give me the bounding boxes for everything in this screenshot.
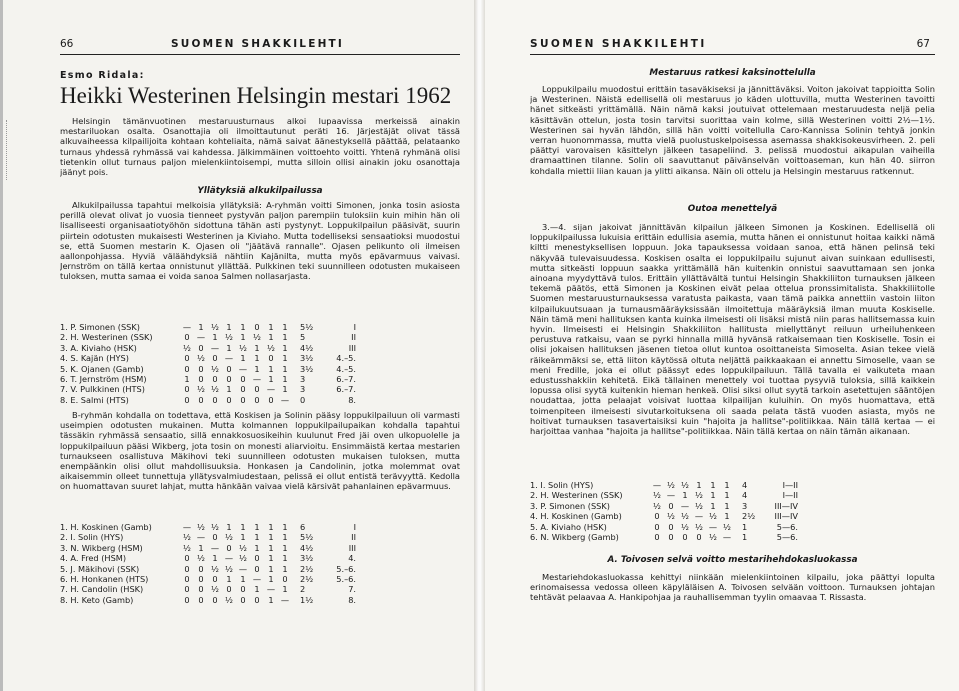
result-cell: 0 <box>254 594 260 605</box>
place-cell: 6.–7. <box>336 374 356 385</box>
player-name: 3. A. Kiviaho (HSK) <box>60 342 137 353</box>
place-cell: 5—6. <box>776 532 798 543</box>
result-cell: 1 <box>254 353 260 364</box>
player-name: 3. P. Simonen (SSK) <box>530 500 610 511</box>
result-cell: 0 <box>654 532 660 543</box>
result-cell: — <box>694 511 704 522</box>
result-cell: ½ <box>183 342 191 353</box>
result-cell: 1 <box>724 480 730 490</box>
result-cell: 1 <box>226 322 232 332</box>
result-cell: 1 <box>198 322 204 332</box>
result-cell: 0 <box>282 574 288 585</box>
result-cell: 1 <box>226 574 232 585</box>
result-cell: 1 <box>268 332 274 343</box>
result-cell: ½ <box>239 553 247 564</box>
total-cell: 1 <box>742 521 748 532</box>
result-cell: 1 <box>212 332 218 343</box>
result-cell: 0 <box>184 384 190 395</box>
result-cell: 1 <box>226 384 232 395</box>
margin-ticks <box>6 120 9 180</box>
player-name: 4. H. Koskinen (Gamb) <box>530 511 622 522</box>
author: Esmo Ridala: <box>60 70 145 81</box>
paragraph-a: Alkukilpailussa tapahtui melkoisia yllätyksiä: A-ryhmän voitti Simonen, jonka tosin asiosta perillä olevat olivat jo vuosia tienneet pystyvän paljon parempiin tuloksiin kuin mihin hän oli lisalliseesti organisaatiotyöhön sidottuna tähän asti pystynyt. Loppukilpailun pääsivät, suurin piirtein odotusten mukaisesti Westerinen ja Kiviaho. Mutta todelliseksi sensaatioksi muodostui se, että Suomen mestarin K. Ojasen oli "jäätävä rannalle". Ojasen pelikunto oli ilmeisen aallonpohjassa. Hyviä väläähdyksiä nähtiin Kajänilta, mutta myös epävarmuus vaivasi. Jernström on tällä kertaa onnistunut yllättää. Pulkkinen teki suunnilleen odotusten mukaiseen tuloksen, mutta samaa ei voida sanoa Salmen nollasarjasta. <box>60 200 460 282</box>
result-cell: 0 <box>198 342 204 353</box>
player-name: 5. J. Mäkihovi (SSK) <box>60 563 140 574</box>
table-row <box>528 490 800 500</box>
result-cell: ½ <box>225 332 233 343</box>
paragraph-b: B-ryhmän kohdalla on todettava, että Koskisen ja Solinin pääsy loppukilpailuun oli varmasti useimpien odotusten mukainen. Mutta kolmannen loppukilpailupaikan kohdalla tapahtui tässäkin ryhmässä sensaatio, sillä ennakkosuosikeihin kuulunut Fred jäi oven ulkopuolelle ja loppukilpailuun pääsi Wikberg, jota tosin on monesti aliarvioitu. Ensimmäistä kertaa mestarien turnaukseen osallistuva Mäkihovi teki suunnilleen odotusten mukaisen tuloksen, mutta enempäänkin olisi ollut mahdollisuuksia. Honkasen ja Candolinin, jotka molemmat ovat aikaisemmin olleet tunnettuja yllätysvalmiudestaan, pelissä ei ollut entistä terävyyttä. Kedolla on huomattavan suuret lahjat, mutta hänkään vaivaa vielä kärsivät pahanlainen epävarmuus. <box>60 410 460 492</box>
result-cell: ½ <box>695 490 703 501</box>
result-cell: 1 <box>268 322 274 332</box>
result-cell: 1 <box>282 363 288 374</box>
result-cell: — <box>680 500 690 511</box>
paragraph-c: Mestariehdokasluokassa kehittyi niinkään mielenkiintoinen kilpailu, joka päättyi lopulta erinomaisessa vedossa olleen käpyläläisen A. Toivosen selvään voittoon. Turnauksen johtajan tehtävät pelaavaa A. Hankipohjaa ja rauhallisemman tyylin omaavaa T. Rissasta. <box>530 572 935 603</box>
result-cell: ½ <box>211 363 219 374</box>
table-row <box>58 332 358 342</box>
player-name: 2. H. Westerinen (SSK) <box>530 490 623 501</box>
result-cell: 1 <box>268 374 274 385</box>
result-cell: ½ <box>681 511 689 522</box>
left-header <box>60 38 455 52</box>
result-cell: 1 <box>268 522 274 532</box>
result-cell: 1 <box>184 374 190 385</box>
result-cell: 0 <box>212 394 218 405</box>
result-cell: — <box>666 490 676 501</box>
page-edge-rule <box>0 0 3 691</box>
total-cell: 3 <box>742 500 748 511</box>
result-cell: 1 <box>710 500 716 511</box>
right-page <box>485 0 959 691</box>
player-name: 6. T. Jernström (HSM) <box>60 374 147 385</box>
result-cell: 0 <box>198 563 204 574</box>
result-cell: 0 <box>184 594 190 605</box>
result-cell: 0 <box>696 532 702 543</box>
place-cell: 7. <box>348 584 356 595</box>
table-row <box>58 343 358 353</box>
result-cell: 0 <box>198 374 204 385</box>
player-name: 5. K. Ojanen (Gamb) <box>60 363 144 374</box>
total-cell: 3½ <box>300 553 314 564</box>
result-cell: 0 <box>268 394 274 405</box>
result-cell: 0 <box>184 553 190 564</box>
result-cell: 0 <box>212 374 218 385</box>
result-cell: 0 <box>226 374 232 385</box>
result-cell: ½ <box>653 490 661 501</box>
result-cell: 1 <box>240 332 246 343</box>
place-cell: I <box>353 522 356 532</box>
result-cell: ½ <box>695 500 703 511</box>
table-row <box>58 543 358 553</box>
result-cell: 0 <box>198 574 204 585</box>
intro-paragraph: Helsingin tämänvuotinen mestaruusturnaus alkoi lupaavissa merkeissä ainakin mestariluokan osalta. Osanottajia oli ilmoittautunut peräti 16. Järjestäjät olivat tässä alkuvaiheessa kilpailijoita kohtaan kohteliaita, nämä saivat äänestyksellä päättää, pelataanko turnaus yhdessä ryhmässä vai kahdessa. Jälkimmäinen voittoehto voitti. Yhtenä ryhmänä olisi tietenkin ollut turnaus paljon mielenkiintoisempi, mutta silloin ollisi ainakin joku osanottaja jäänyt pois. <box>60 116 460 178</box>
result-cell: 0 <box>240 384 246 395</box>
total-cell: 2 <box>300 584 306 595</box>
table-row <box>58 595 358 605</box>
table-row <box>528 501 800 511</box>
result-cell: 0 <box>212 532 218 543</box>
result-cell: 0 <box>226 363 232 374</box>
result-cell: 1 <box>226 342 232 353</box>
result-cell: 0 <box>254 322 260 332</box>
header-rule <box>530 54 935 55</box>
result-cell: ½ <box>709 532 717 543</box>
result-cell: ½ <box>695 521 703 532</box>
player-name: 7. H. Candolin (HSK) <box>60 584 144 595</box>
result-cell: 1 <box>240 522 246 532</box>
player-name: 5. A. Kiviaho (HSK) <box>530 521 607 532</box>
table-row <box>58 532 358 542</box>
article-title: Heikki Westerinen Helsingin mestari 1962 <box>60 83 452 108</box>
result-cell: 0 <box>668 521 674 532</box>
crosstable-final <box>528 480 800 542</box>
result-cell: 1 <box>240 322 246 332</box>
result-cell: 1 <box>198 542 204 553</box>
result-cell: ½ <box>225 532 233 543</box>
table-row <box>58 395 358 405</box>
result-cell: — <box>280 394 290 405</box>
result-cell: 0 <box>254 394 260 405</box>
result-cell: 0 <box>212 574 218 585</box>
result-cell: ½ <box>211 584 219 595</box>
result-cell: 1 <box>240 574 246 585</box>
total-cell: 4 <box>742 490 748 501</box>
table-row <box>58 322 358 332</box>
table-row <box>528 522 800 532</box>
paragraph-b: 3.—4. sijan jakoivat jännittävän kilpailun jälkeen Simonen ja Koskinen. Edellisellä oli loppukilpailussa lukuisia erittäin edullisia asemia, mutta hänen ei onnistunut hoitaa kaikki nämä kiltti menestyksellisen loppuun. Joka tapauksessa voidaan sanoa, että hänen pelinsä teki näkyvää tulevaisuudessa. Koskisen osalta ei loppukilpailu sujunut aivan suinkaan edullisesti, mutta sitkeästi loppuun saakka yrittämällä hän kuitenkin onnistui saavuttamaan sen jonka ainoana myydyttävä tulos. Erittäin yllättävältä tuntui Helsingin Shakkiliiton turnauksen jälkeen tekemä päätös, että Simonen ja Koskinen eivät pelaa ottelua pronssimitalista. Shakkiliitolle Suomen mestaruusturnauksessa varatusta paikasta, vaan tämä paikka annettiin vastoin liiton kilpailukuutsuaan ja turnausmääräyksissään ilmoitettuja määräyksiä ilman muuta Koskiselle. Näin tämä meni hallituksen kanta kuinka ilmeisesti oli lisäksi mistä niin paras hallitsemassa kuin hyvin. Ilmeisesti ei Helsingin Shakkiliiton hallitusta miellyttänyt reiluun urheiluhenkeen perustuva ratkaisu, vaan se pyrki hinnalla millä hyvänsä ratkaisemaan tien Koskiselle. Tosin ei olisi jokaisen hallituksen jäsenen tietoa ollut kuntoa osoittaneista Simoselta. Asian tekee vielä räikeämmäksi se, että liiton käytössä oltuta neljättä paikkaakaan ei annettu Simoselle, vaan se meni Fredille, joka ei ollut päässyt edes loppukilpailuun. Tällä tavalla ei vaikuteta maan edustusshakkiin kehitetä. Eikä tällainen menettely voi tuottaa pysyviä tuloksia, sillä kaikkein lopussa olisi syytä kuitenkin hieman henkeä. Olisi siksi ollut syytä tarkoin asetettujen sääntöjen noudattaa, jotta pelaajat voisivat luottaa kilpailijan kuluihin. On myös huomattava, että toimenpiteen ilmeisesti sivutarkoituksena oli saada pelata tästä vuoden asiasta, myös ne hoitivat turnauksen tasavertaisiksi kuin "hajoita ja hallitse"-politiikkaa. Näin tällä kertaa — ei harjoittaa vanhaa "hajoita ja hallitse"-politiikkaa. Näin tällä kertaa on näin tämän aikanaan. <box>530 222 935 437</box>
result-cell: 0 <box>254 563 260 574</box>
result-cell: ½ <box>723 521 731 532</box>
result-cell: 0 <box>198 594 204 605</box>
result-cell: 0 <box>240 594 246 605</box>
result-cell: 1 <box>682 490 688 501</box>
table-row <box>528 532 800 542</box>
place-cell: III—IV <box>774 511 798 522</box>
result-cell: 1 <box>282 563 288 574</box>
total-cell: 1½ <box>300 594 314 605</box>
place-cell: 6.–7. <box>336 384 356 395</box>
result-cell: — <box>182 522 192 532</box>
result-cell: ½ <box>653 500 661 511</box>
result-cell: ½ <box>225 594 233 605</box>
result-cell: 1 <box>724 490 730 501</box>
place-cell: 4. <box>348 553 356 564</box>
result-cell: 0 <box>254 384 260 395</box>
result-cell: ½ <box>197 353 205 364</box>
result-cell: 0 <box>654 521 660 532</box>
result-cell: 1 <box>282 384 288 395</box>
place-cell: III <box>348 542 356 553</box>
result-cell: 1 <box>710 490 716 501</box>
result-cell: 0 <box>654 511 660 522</box>
result-cell: 0 <box>198 394 204 405</box>
result-cell: ½ <box>197 384 205 395</box>
result-cell: 1 <box>282 542 288 553</box>
result-cell: — <box>210 542 220 553</box>
result-cell: 1 <box>240 532 246 543</box>
place-cell: I—II <box>782 490 798 501</box>
total-cell: 3 <box>300 384 306 395</box>
player-name: 7. V. Pulkkinen (HTS) <box>60 384 145 395</box>
total-cell: 2½ <box>300 574 314 585</box>
result-cell: — <box>196 332 206 343</box>
total-cell: 5 <box>300 332 306 343</box>
result-cell: 0 <box>240 374 246 385</box>
table-row <box>58 574 358 584</box>
place-cell: 4.–5. <box>336 353 356 364</box>
result-cell: 1 <box>268 594 274 605</box>
result-cell: 0 <box>184 574 190 585</box>
result-cell: 1 <box>254 522 260 532</box>
table-row <box>528 511 800 521</box>
result-cell: 1 <box>226 522 232 532</box>
result-cell: — <box>252 574 262 585</box>
result-cell: 0 <box>226 584 232 595</box>
result-cell: 0 <box>668 532 674 543</box>
result-cell: ½ <box>197 553 205 564</box>
result-cell: ½ <box>211 563 219 574</box>
table-row <box>58 384 358 394</box>
result-cell: ½ <box>183 532 191 543</box>
right-header <box>530 38 930 52</box>
total-cell: 3½ <box>300 363 314 374</box>
result-cell: — <box>238 363 248 374</box>
result-cell: 0 <box>226 542 232 553</box>
result-cell: 1 <box>282 532 288 543</box>
journal-title: SUOMEN SHAKKILEHTI <box>170 38 345 50</box>
table-row <box>58 553 358 563</box>
player-name: 4. A. Fred (HSM) <box>60 553 127 564</box>
result-cell: ½ <box>681 480 689 490</box>
result-cell: 1 <box>254 342 260 353</box>
result-cell: — <box>266 384 276 395</box>
place-cell: 8. <box>348 394 356 405</box>
journal-title: SUOMEN SHAKKILEHTI <box>530 38 707 50</box>
result-cell: 0 <box>184 394 190 405</box>
result-cell: 0 <box>198 584 204 595</box>
table-row <box>58 522 358 532</box>
player-name: 1. I. Solin (HYS) <box>530 480 594 490</box>
book-gutter <box>474 0 485 691</box>
result-cell: 0 <box>226 394 232 405</box>
player-name: 2. H. Westerinen (SSK) <box>60 332 153 343</box>
result-cell: 0 <box>682 532 688 543</box>
result-cell: 1 <box>282 522 288 532</box>
result-cell: ½ <box>211 522 219 532</box>
page-number: 67 <box>916 38 930 50</box>
place-cell: III—IV <box>774 500 798 511</box>
player-name: 3. N. Wikberg (HSM) <box>60 542 143 553</box>
result-cell: 1 <box>268 532 274 543</box>
result-cell: — <box>210 342 220 353</box>
section-heading-b: Outoa menettelyä <box>687 204 778 214</box>
table-row <box>58 584 358 594</box>
result-cell: 1 <box>282 322 288 332</box>
result-cell: 0 <box>184 584 190 595</box>
result-cell: ½ <box>183 542 191 553</box>
result-cell: ½ <box>253 332 261 343</box>
total-cell: 4 <box>742 480 748 490</box>
result-cell: 0 <box>240 394 246 405</box>
player-name: 4. S. Kajän (HYS) <box>60 353 129 364</box>
result-cell: — <box>280 594 290 605</box>
result-cell: ½ <box>197 522 205 532</box>
result-cell: 1 <box>268 574 274 585</box>
result-cell: — <box>224 353 234 364</box>
place-cell: II <box>351 532 356 543</box>
player-name: 1. H. Koskinen (Gamb) <box>60 522 152 532</box>
result-cell: ½ <box>239 542 247 553</box>
result-cell: 1 <box>710 480 716 490</box>
place-cell: 4.–5. <box>336 363 356 374</box>
total-cell: 2½ <box>742 511 756 522</box>
header-rule <box>60 54 460 55</box>
result-cell: 0 <box>184 353 190 364</box>
table-row <box>528 480 800 490</box>
result-cell: ½ <box>225 563 233 574</box>
total-cell: 5½ <box>300 532 314 543</box>
place-cell: 5—6. <box>776 521 798 532</box>
total-cell: 0 <box>300 394 306 405</box>
result-cell: 1 <box>240 353 246 364</box>
total-cell: 3½ <box>300 353 314 364</box>
result-cell: 1 <box>254 542 260 553</box>
result-cell: 0 <box>668 500 674 511</box>
result-cell: 1 <box>282 353 288 364</box>
result-cell: 1 <box>724 511 730 522</box>
result-cell: 0 <box>184 563 190 574</box>
result-cell: 1 <box>282 584 288 595</box>
table-row <box>58 353 358 363</box>
result-cell: — <box>196 532 206 543</box>
result-cell: 0 <box>268 353 274 364</box>
result-cell: 1 <box>282 374 288 385</box>
result-cell: 1 <box>268 553 274 564</box>
result-cell: 1 <box>282 553 288 564</box>
total-cell: 5½ <box>300 322 314 332</box>
result-cell: ½ <box>211 384 219 395</box>
result-cell: ½ <box>667 511 675 522</box>
result-cell: ½ <box>681 521 689 532</box>
result-cell: ½ <box>709 511 717 522</box>
result-cell: 1 <box>282 342 288 353</box>
place-cell: 5.–6. <box>336 563 356 574</box>
result-cell: ½ <box>667 480 675 490</box>
total-cell: 4½ <box>300 342 314 353</box>
result-cell: 1 <box>254 584 260 595</box>
player-name: 1. P. Simonen (SSK) <box>60 322 140 332</box>
total-cell: 6 <box>300 522 306 532</box>
result-cell: 1 <box>724 500 730 511</box>
result-cell: 0 <box>184 332 190 343</box>
result-cell: 1 <box>696 480 702 490</box>
total-cell: 3 <box>300 374 306 385</box>
result-cell: — <box>708 521 718 532</box>
player-name: 6. H. Honkanen (HTS) <box>60 574 149 585</box>
result-cell: 0 <box>254 553 260 564</box>
result-cell: ½ <box>267 342 275 353</box>
place-cell: 5.–6. <box>336 574 356 585</box>
result-cell: ½ <box>211 322 219 332</box>
player-name: 8. H. Keto (Gamb) <box>60 594 134 605</box>
result-cell: — <box>252 374 262 385</box>
section-heading-c: A. Toivosen selvä voitto mestarihehdokasluokassa <box>607 555 858 565</box>
place-cell: I <box>353 322 356 332</box>
result-cell: 1 <box>282 332 288 343</box>
result-cell: — <box>722 532 732 543</box>
result-cell: — <box>652 480 662 490</box>
total-cell: 2½ <box>300 563 314 574</box>
crosstable-group-b <box>58 522 358 605</box>
paragraph-a: Loppukilpailu muodostui erittäin tasaväkiseksi ja jännittäväksi. Voiton jakoivat tappioitta Solin ja Westerinen. Näistä edellisellä oli mestaruus jo käden ulottuvilla, mutta Westerinen tavoitti hänet sitkeästi yrittämällä. Näin nämä kaksi joutuivat ottelemaan mestaruudesta neljä pelia käsittävän ottelun, josta tosin tarvitsi suorittaa vain kolme, sillä Westerinen voitti 2½—1½. Westerinen sai hyvän lähdön, sillä hän voitti voitellulla Caro-Kannissa Solinin tehtyä jonkin verran huonommassa, mutta vielä puolustuskelpoisessa asemassa shakkisokeusvirheen. 2. peli päättyi varovaisen käsittelyn jälkeen tasapeliind. 3. pelissä muodostui aikapulan vaiheilla dramaattinen tilanne. Solin oli saavuttanut päivänselvän voittoaseman, kun hän 40. siirron kohdalla miettii liian kauan ja ylitti aikansa. Näin oli ottelu ja Helsingin mestaruus ratkennut. <box>530 84 935 176</box>
total-cell: 1 <box>742 532 748 543</box>
page-number: 66 <box>60 38 74 50</box>
place-cell: III <box>348 342 356 353</box>
player-name: 8. E. Salmi (HTS) <box>60 394 129 405</box>
place-cell: 8. <box>348 594 356 605</box>
result-cell: — <box>266 584 276 595</box>
player-name: 6. N. Wikberg (Gamb) <box>530 532 619 543</box>
table-row <box>58 374 358 384</box>
total-cell: 4½ <box>300 542 314 553</box>
result-cell: 0 <box>240 584 246 595</box>
result-cell: 0 <box>212 353 218 364</box>
result-cell: 0 <box>212 594 218 605</box>
result-cell: 1 <box>254 363 260 374</box>
player-name: 2. I. Solin (HYS) <box>60 532 124 543</box>
section-heading-a: Mestaruus ratkesi kaksinottelulla <box>649 68 816 78</box>
result-cell: 1 <box>268 363 274 374</box>
crosstable-group-a <box>58 322 358 405</box>
section-heading-a: Yllätyksiä alkukilpailussa <box>197 186 323 196</box>
result-cell: ½ <box>239 342 247 353</box>
result-cell: — <box>182 322 192 332</box>
left-page <box>0 0 474 691</box>
result-cell: 1 <box>268 563 274 574</box>
place-cell: I—II <box>782 480 798 490</box>
table-row <box>58 364 358 374</box>
result-cell: 0 <box>184 363 190 374</box>
result-cell: 1 <box>268 542 274 553</box>
result-cell: 0 <box>198 363 204 374</box>
result-cell: — <box>238 563 248 574</box>
table-row <box>58 564 358 574</box>
result-cell: 1 <box>212 553 218 564</box>
result-cell: 1 <box>254 532 260 543</box>
result-cell: — <box>224 553 234 564</box>
place-cell: II <box>351 332 356 343</box>
